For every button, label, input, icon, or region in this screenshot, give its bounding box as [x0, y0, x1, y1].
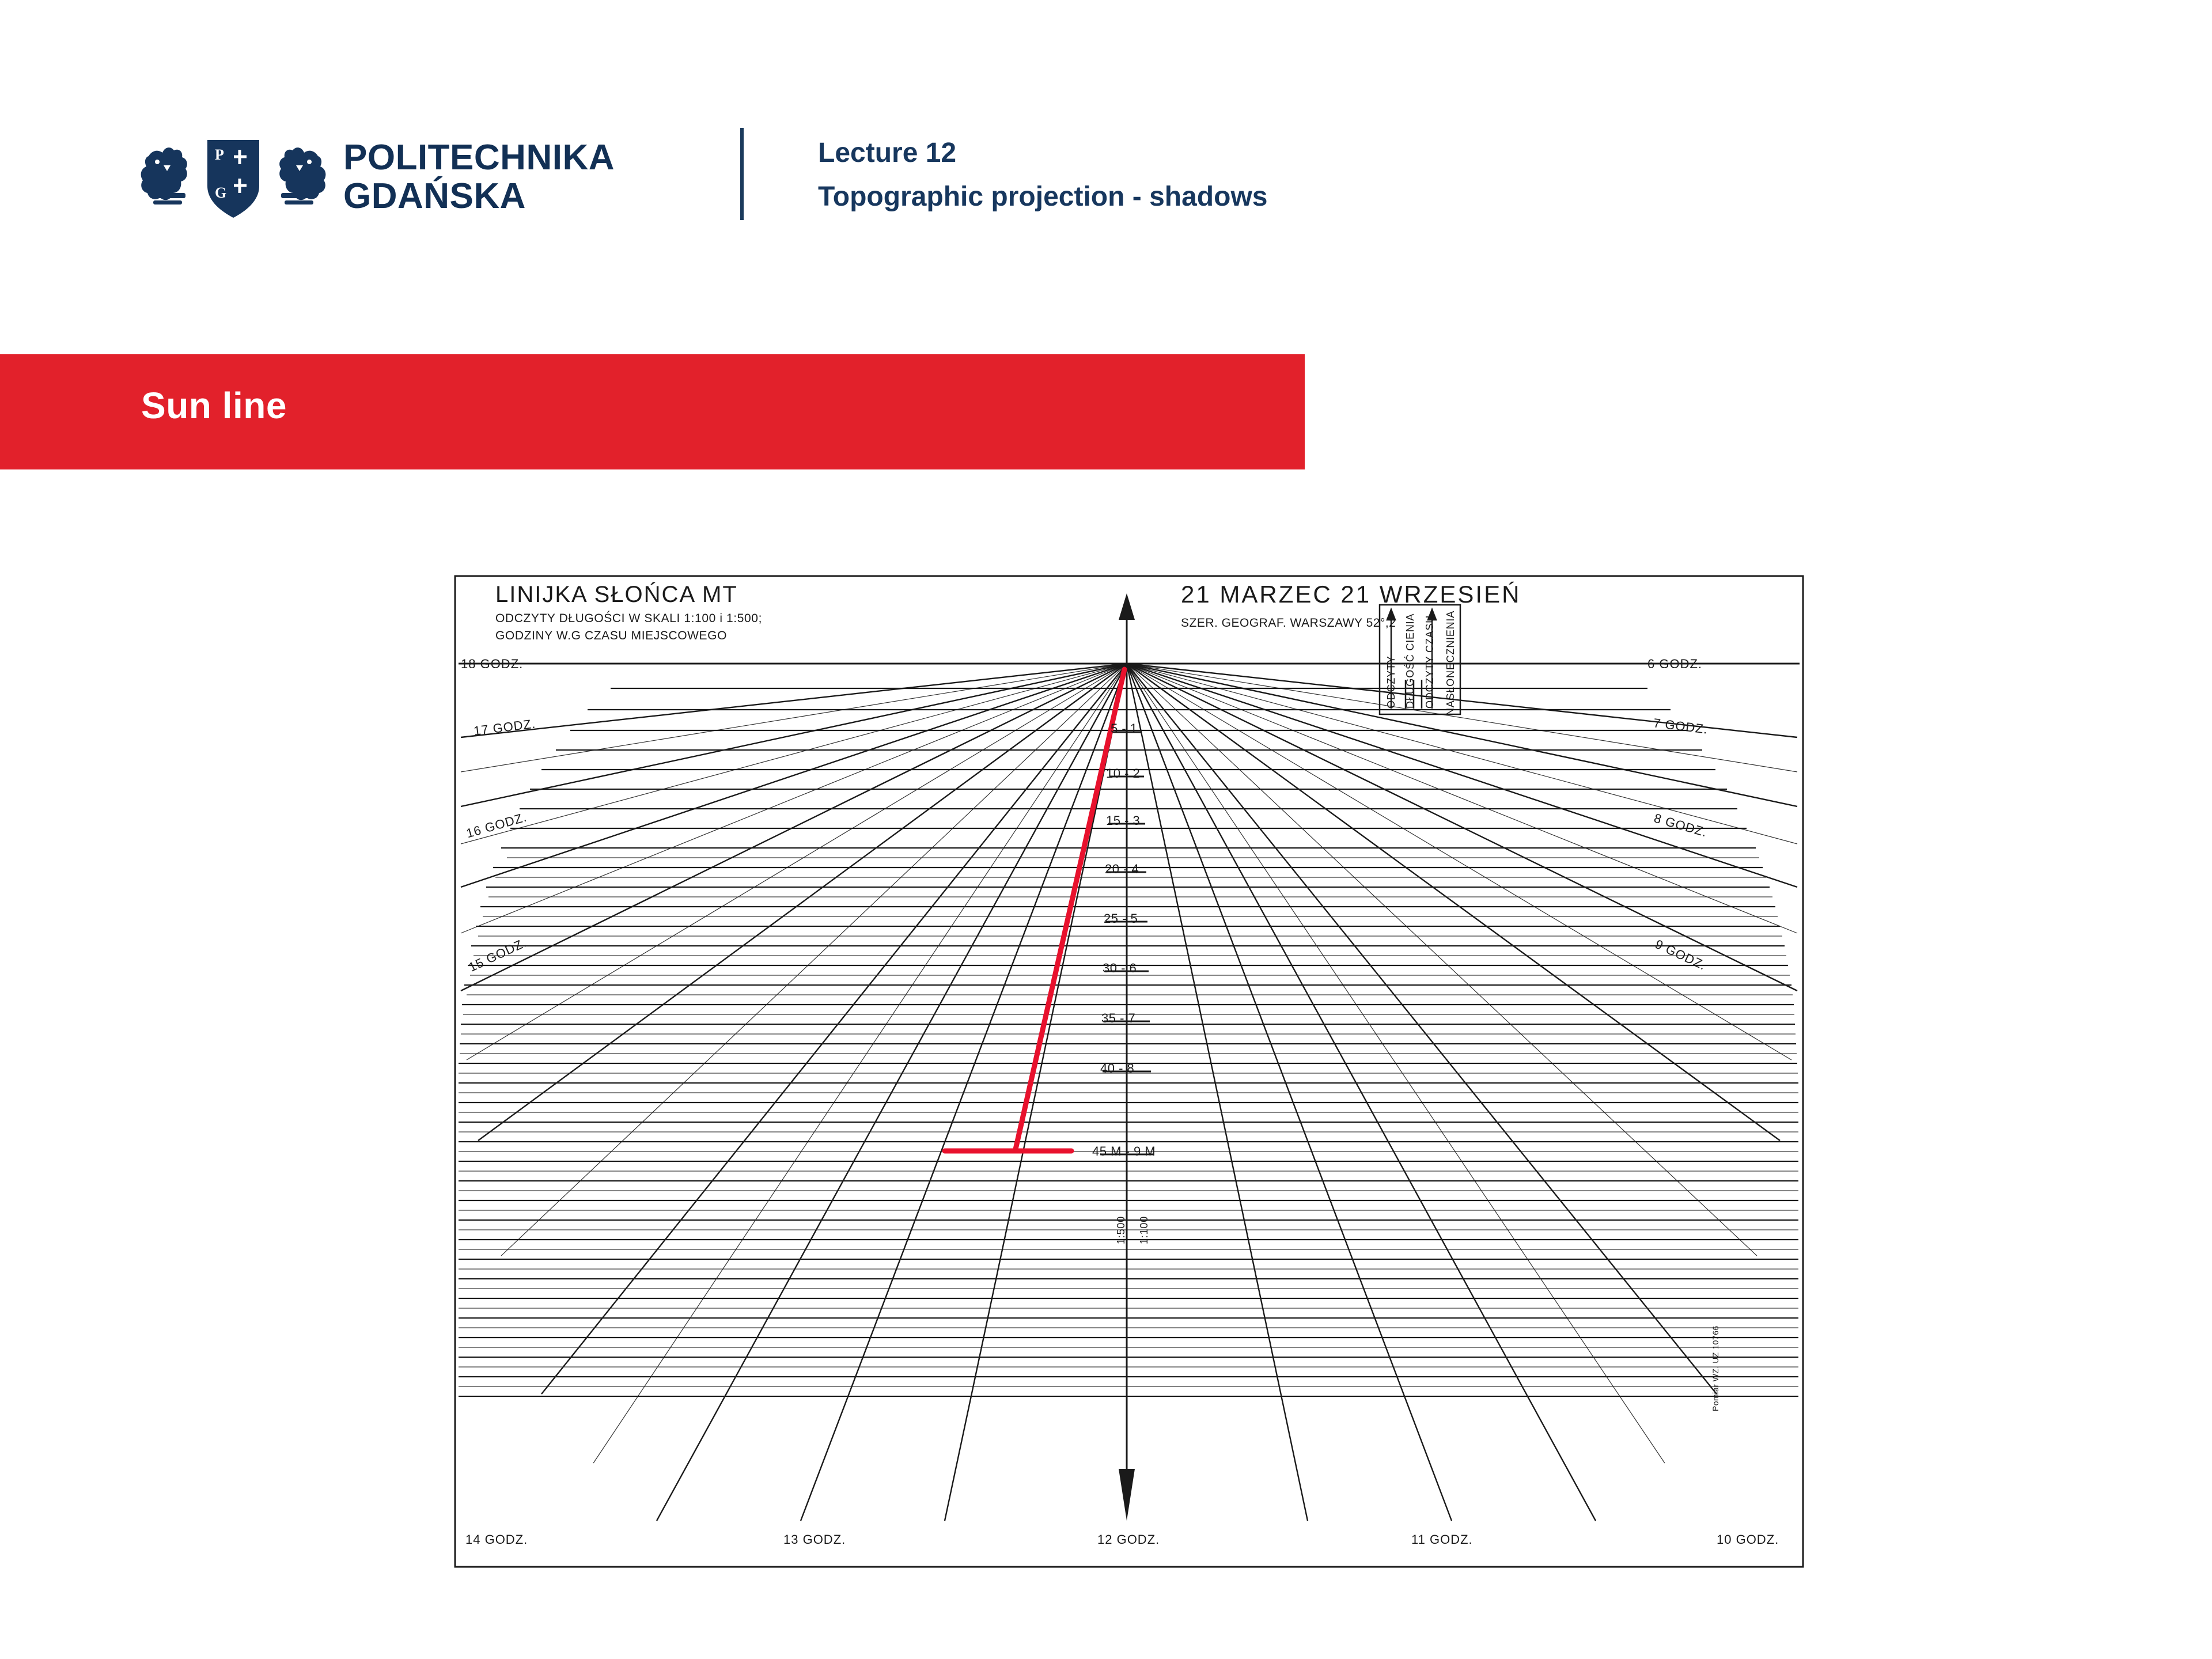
center-scale-30-6: 30 - 6 [1103, 961, 1137, 975]
sun-line-diagram [438, 565, 1820, 1601]
figure-subtitle-left-2: GODZINY W.G CZASU MIEJSCOWEGO [495, 629, 728, 642]
legend-label-naslonecznienia: NASŁONECZNIENIA [1445, 610, 1456, 715]
section-title: Sun line [141, 385, 287, 426]
center-scale-40-8: 40 - 8 [1100, 1061, 1135, 1075]
center-scale-15-3: 15 - 3 [1106, 813, 1141, 828]
center-scale-35-7: 35 - 7 [1101, 1011, 1136, 1025]
hour-label-bottom-13: 13 GODZ. [783, 1532, 846, 1547]
scale-label-1-500: 1:500 [1115, 1215, 1127, 1244]
hour-label-bottom-12: 12 GODZ. [1097, 1532, 1160, 1547]
figure-title-left: LINIJKA SŁOŃCA MT [495, 582, 738, 607]
hour-label-right-9: 9 GODZ. [1653, 937, 1709, 973]
lecture-subject: Topographic projection - shadows [818, 181, 1268, 212]
legend-label-dlugosc-cienia: DŁUGOŚĆ CIENIA [1404, 613, 1416, 709]
center-scale-10-2: 10 - 2 [1106, 766, 1141, 781]
hour-label-left-15: 15 GODZ. [466, 935, 529, 975]
hour-label-right-8: 8 GODZ. [1652, 810, 1709, 840]
sun-line-figure [438, 565, 1820, 1601]
center-scale-25-5: 25 - 5 [1104, 911, 1138, 926]
svg-text:G: G [215, 184, 227, 201]
hour-label-right-6: 6 GODZ. [1647, 657, 1703, 671]
figure-title-right: 21 MARZEC 21 WRZESIEŃ [1181, 581, 1521, 608]
figure-subtitle-right: SZER. GEOGRAF. WARSZAWY 52°,2 [1181, 616, 1396, 630]
center-scale-45m-9m: 45 M - 9 M [1092, 1144, 1156, 1158]
hour-label-bottom-14: 14 GODZ. [465, 1532, 528, 1547]
hour-label-left-18: 18 GODZ. [461, 657, 524, 671]
university-name-line2: GDAŃSKA [343, 176, 526, 216]
hour-label-left-16: 16 GODZ. [464, 809, 529, 841]
center-scale-5-1: 5 - 1 [1111, 721, 1138, 736]
slide-header [0, 0, 2212, 323]
legend-label-odczyty: ODCZYTY [1385, 656, 1397, 709]
lecture-number: Lecture 12 [818, 138, 957, 168]
header-divider [740, 128, 744, 220]
pg-crest-icon [138, 124, 328, 230]
figure-subtitle-left-1: ODCZYTY DŁUGOŚCI W SKALI 1:100 i 1:500; [495, 612, 763, 625]
svg-text:P: P [215, 146, 224, 163]
university-name [343, 139, 615, 216]
figure-credit: Pomiar WZ. UZ 10766 [1711, 1325, 1720, 1411]
hour-label-right-7: 7 GODZ. [1652, 715, 1709, 737]
section-title-bar [0, 354, 1305, 469]
legend-label-odczyty-czasu: ODCZYTY CZASU [1424, 615, 1435, 709]
hour-label-bottom-10: 10 GODZ. [1717, 1532, 1779, 1547]
hour-label-bottom-11: 11 GODZ. [1411, 1532, 1473, 1547]
center-scale-20-4: 20 - 4 [1105, 862, 1139, 876]
scale-label-1-100: 1:100 [1138, 1215, 1150, 1244]
university-logo [138, 124, 615, 230]
header-lecture-info [818, 131, 1267, 219]
university-name-line1: POLITECHNIKA [343, 137, 615, 177]
hour-label-left-17: 17 GODZ. [472, 716, 537, 738]
